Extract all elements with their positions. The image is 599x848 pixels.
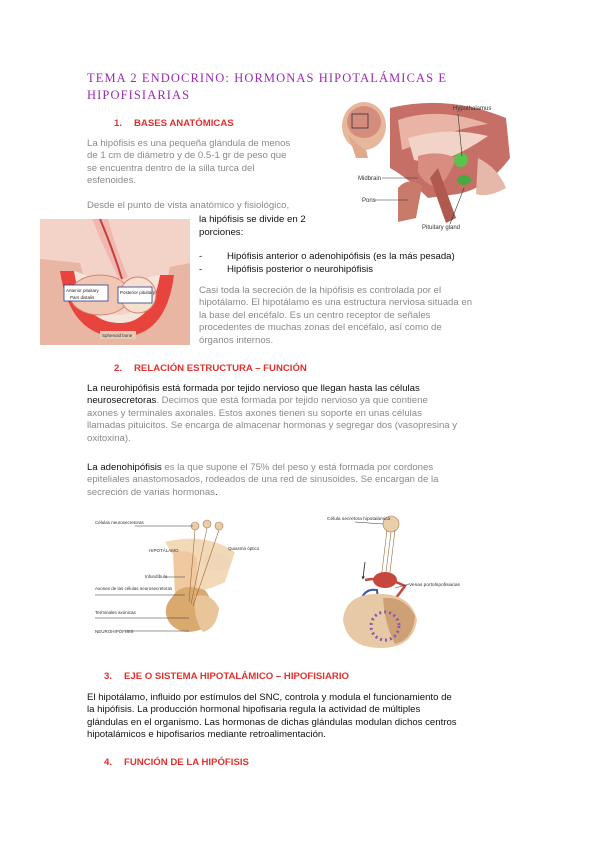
label-quiasma-optico: Quiasma óptico — [228, 546, 260, 551]
label-posterior-pituitary: Posterior pituitary — [120, 290, 156, 295]
label-venas-portohipofisiarias: Venas portohipofisiarias — [409, 583, 460, 588]
section-3-paragraph: El hipotálamo, influido por estímulos del SNC, controla y modula el funcionamiento de la hipófisis. La producción hormonal hipofisaria regula la actividad de múltiples glándulas en el organismo. Las hormonas de dichas glándulas modulan dichos centros hipotalámicos e hipofisarios mediante retroalimentación. — [87, 692, 457, 741]
section-1-paragraph-1: La hipófisis es una pequeña glándula de menos de 1 cm de diámetro y de 0.5-1 gr de peso que se encuentra dentro de la silla turca del esfenoides. — [87, 138, 291, 187]
section-4-heading: 4. FUNCIÓN DE LA HIPÓFISIS — [104, 757, 249, 768]
label-celulas-neurosecretoras: Células neurosecretoras — [95, 520, 144, 525]
label-hypothalamus: Hypothalamus — [453, 106, 492, 112]
label-neurohipofisis: NEUROHIPÓFISIS — [95, 629, 134, 634]
label-pons: Pons — [362, 198, 376, 204]
label-terminales-axonicas: Terminales axónicas — [95, 610, 136, 615]
list-item: - Hipófisis anterior o adenohipófisis (es la más pesada) — [199, 251, 455, 262]
label-infundibulo: Infundíbulo — [145, 574, 168, 579]
label-midbrain: Midbrain — [358, 176, 382, 182]
section-1-heading: 1. BASES ANATÓMICAS — [114, 118, 234, 129]
section-2-paragraph-1: La neurohipófisis está formada por tejido nervioso que llegan hasta las células neurosecretoras. Decimos que está formada por tejido nervioso ya que contiene axones y terminales axonales. Estos axones tienen su soporte en unas células llamadas pituicitos. Se encarga de almacenar hormonas y segregar dos (vasopresina y oxitoxina). — [87, 383, 458, 444]
section-1-paragraph-3: Casi toda la secreción de la hipófisis es controlada por el hipotálamo. El hipotálamo es una estructura nerviosa situada en la base del encéfalo. Es un centro receptor de señales procedentes de muchas zonas del encéfalo, así como de órganos internos. — [199, 285, 473, 346]
neurohypophysis-figure — [85, 512, 260, 640]
list-item: - Hipófisis posterior o neurohipófisis — [199, 264, 374, 275]
section-1-paragraph-2-a: la hipófisis se divide en 2 — [199, 214, 306, 225]
sella-turcica-figure — [40, 219, 190, 345]
portal-system-figure — [325, 510, 460, 650]
section-1-paragraph-2-b: porciones: — [199, 227, 244, 238]
section-1-paragraph-2-lead: Desde el punto de vista anatómico y fisiológico, — [87, 200, 290, 211]
label-celula-secretora: Célula secretora hipotalámica — [327, 517, 391, 522]
label-sphenoid-bone: Sphenoid bone — [102, 333, 133, 338]
label-pituitary-gland: Pituitary gland — [422, 225, 461, 231]
section-3-heading: 3. EJE O SISTEMA HIPOTALÁMICO – HIPOFISIARIO — [104, 671, 349, 682]
label-hipotalamo: HIPOTÁLAMO — [149, 548, 179, 553]
section-2-heading: 2. RELACIÓN ESTRUCTURA – FUNCIÓN — [114, 363, 307, 374]
section-2-paragraph-2: La adenohipófisis es la que supone el 75% del peso y está formada por cordones epiteliales anastomosados, rodeados de una red de sinusoides. Se encargan de la secreción de varias hormonas. — [87, 462, 439, 498]
document-title: TEMA 2 ENDOCRINO: HORMONAS HIPOTALÁMICAS E HIPOFISIARIAS — [87, 71, 448, 102]
label-axones: Axones de las células neurosecretoras — [95, 586, 173, 591]
label-pars-distalis: Pars distalis — [70, 295, 95, 300]
label-anterior-pituitary: Anterior pituitary — [66, 288, 99, 293]
brain-sagittal-figure — [338, 98, 518, 233]
